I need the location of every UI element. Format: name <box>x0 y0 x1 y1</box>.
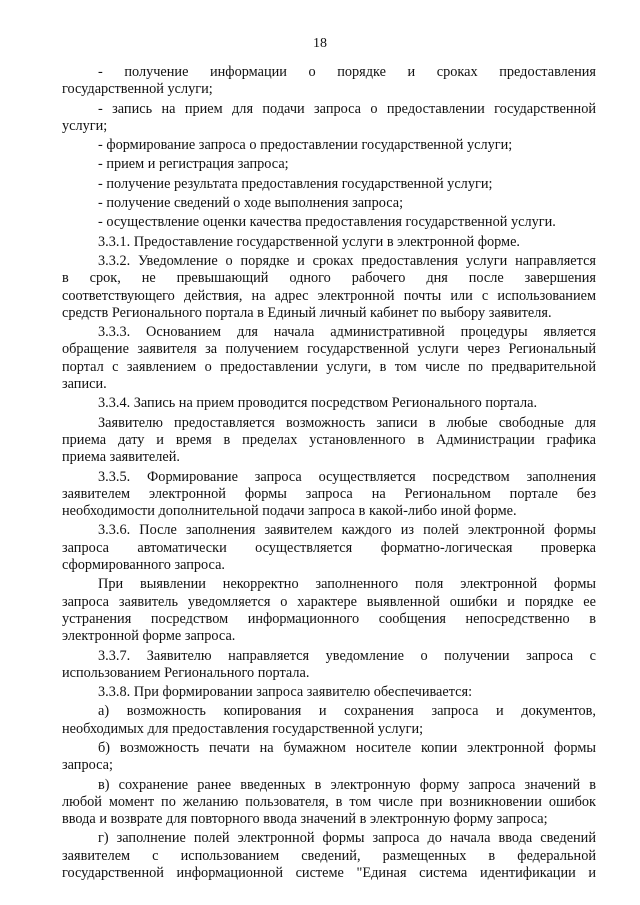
text-line: 3.3.1. Предоставление государственной услуги в электронной форме. <box>98 233 521 250</box>
paragraph <box>62 684 596 701</box>
paragraph <box>62 214 596 231</box>
text-line: устранения посредством информационного сообщения непосредственно в <box>62 610 596 627</box>
text-line: в) сохранение ранее введенных в электронную форму запроса значений в <box>98 776 596 793</box>
paragraph <box>62 740 596 775</box>
text-line: в срок, не превышающий одного рабочего дня после завершения <box>62 270 596 287</box>
paragraph <box>62 195 596 212</box>
text-line: - прием и регистрация запроса; <box>98 156 289 173</box>
paragraph <box>62 415 596 467</box>
text-line: а) возможность копирования и сохранения запроса и документов, <box>98 703 596 720</box>
text-line: записи. <box>62 376 107 393</box>
paragraph <box>62 777 596 829</box>
text-line: обращение заявителя за получением государственной услуги через Региональный <box>62 341 596 358</box>
paragraph <box>62 253 596 322</box>
paragraph <box>62 64 596 99</box>
text-line: заявителем электронной формы запроса на Региональном портале без <box>62 485 596 502</box>
paragraph <box>62 324 596 393</box>
paragraph <box>62 234 596 251</box>
text-line: - осуществление оценки качества предоставления государственной услуги. <box>98 214 556 231</box>
text-line: ввода и возврате для повторного ввода значений в электронную форму запроса; <box>62 811 548 828</box>
text-line: 3.3.8. При формировании запроса заявителю обеспечивается: <box>98 684 473 701</box>
text-line: необходимости дополнительной подачи запроса в какой-либо иной форме. <box>62 503 517 520</box>
paragraph <box>62 576 596 645</box>
text-line: использованием Регионального портала. <box>62 664 310 681</box>
text-line: заявителем с использованием сведений, размещенных в федеральной <box>62 847 596 864</box>
text-line: государственной информационной системе "Единая система идентификации и <box>62 865 596 882</box>
page-number: 18 <box>313 36 327 51</box>
text-line: электронной форме запроса. <box>62 628 236 645</box>
text-line: 3.3.5. Формирование запроса осуществляется посредством заполнения <box>98 468 596 485</box>
text-line: 3.3.7. Заявителю направляется уведомление о получении запроса с <box>98 647 596 664</box>
text-line: запроса автоматически осуществляется форматно-логическая проверка <box>62 539 596 556</box>
text-line: - формирование запроса о предоставлении государственной услуги; <box>98 137 513 154</box>
paragraph <box>62 156 596 173</box>
paragraph <box>62 176 596 193</box>
text-line: приема дату и время в пределах установленного в Администрации графика <box>62 431 596 448</box>
text-line: 3.3.4. Запись на прием проводится посредством Регионального портала. <box>98 395 538 412</box>
text-line: Заявителю предоставляется возможность записи в любые свободные для <box>98 414 596 431</box>
text-line: государственной услуги; <box>62 81 213 98</box>
text-line: услуги; <box>62 117 108 134</box>
text-line: любой момент по желанию пользователя, в том числе при возникновении ошибок <box>62 793 596 810</box>
text-line: 3.3.2. Уведомление о порядке и сроках предоставления услуги направляется <box>98 252 596 269</box>
text-line: - получение сведений о ходе выполнения запроса; <box>98 195 404 212</box>
text-line: 3.3.6. После заполнения заявителем каждого из полей электронной формы <box>98 522 596 539</box>
text-line: 3.3.3. Основанием для начала административной процедуры является <box>98 324 596 341</box>
text-line: запроса заявитель уведомляется о характере выявленной ошибки и порядке ее <box>62 593 596 610</box>
text-line: б) возможность печати на бумажном носителе копии электронной формы <box>98 739 596 756</box>
text-line: запроса; <box>62 757 113 774</box>
paragraph <box>62 522 596 574</box>
text-line: При выявлении некорректно заполненного поля электронной формы <box>98 576 596 593</box>
text-line: соответствующего действия, на адрес электронной почты или с использованием <box>62 287 596 304</box>
paragraph <box>62 648 596 683</box>
text-line: - получение информации о порядке и сроках предоставления <box>98 64 596 80</box>
paragraph <box>62 101 596 136</box>
text-line: г) заполнение полей электронной формы запроса до начала ввода сведений <box>98 830 596 847</box>
paragraph <box>62 830 596 882</box>
document-body <box>62 64 596 884</box>
text-line: необходимых для предоставления государственной услуги; <box>62 720 424 737</box>
paragraph <box>62 703 596 738</box>
text-line: средств Регионального портала в Единый личный кабинет по выбору заявителя. <box>62 304 552 321</box>
paragraph <box>62 137 596 154</box>
text-line: - получение результата предоставления государственной услуги; <box>98 175 493 192</box>
text-line: сформированного запроса. <box>62 557 225 574</box>
text-line: - запись на прием для подачи запроса о предоставлении государственной <box>98 100 596 117</box>
paragraph <box>62 395 596 412</box>
text-line: портал с заявлением о предоставлении услуги, в том числе по предварительной <box>62 358 596 375</box>
text-line: приема заявителей. <box>62 449 180 466</box>
paragraph <box>62 469 596 521</box>
